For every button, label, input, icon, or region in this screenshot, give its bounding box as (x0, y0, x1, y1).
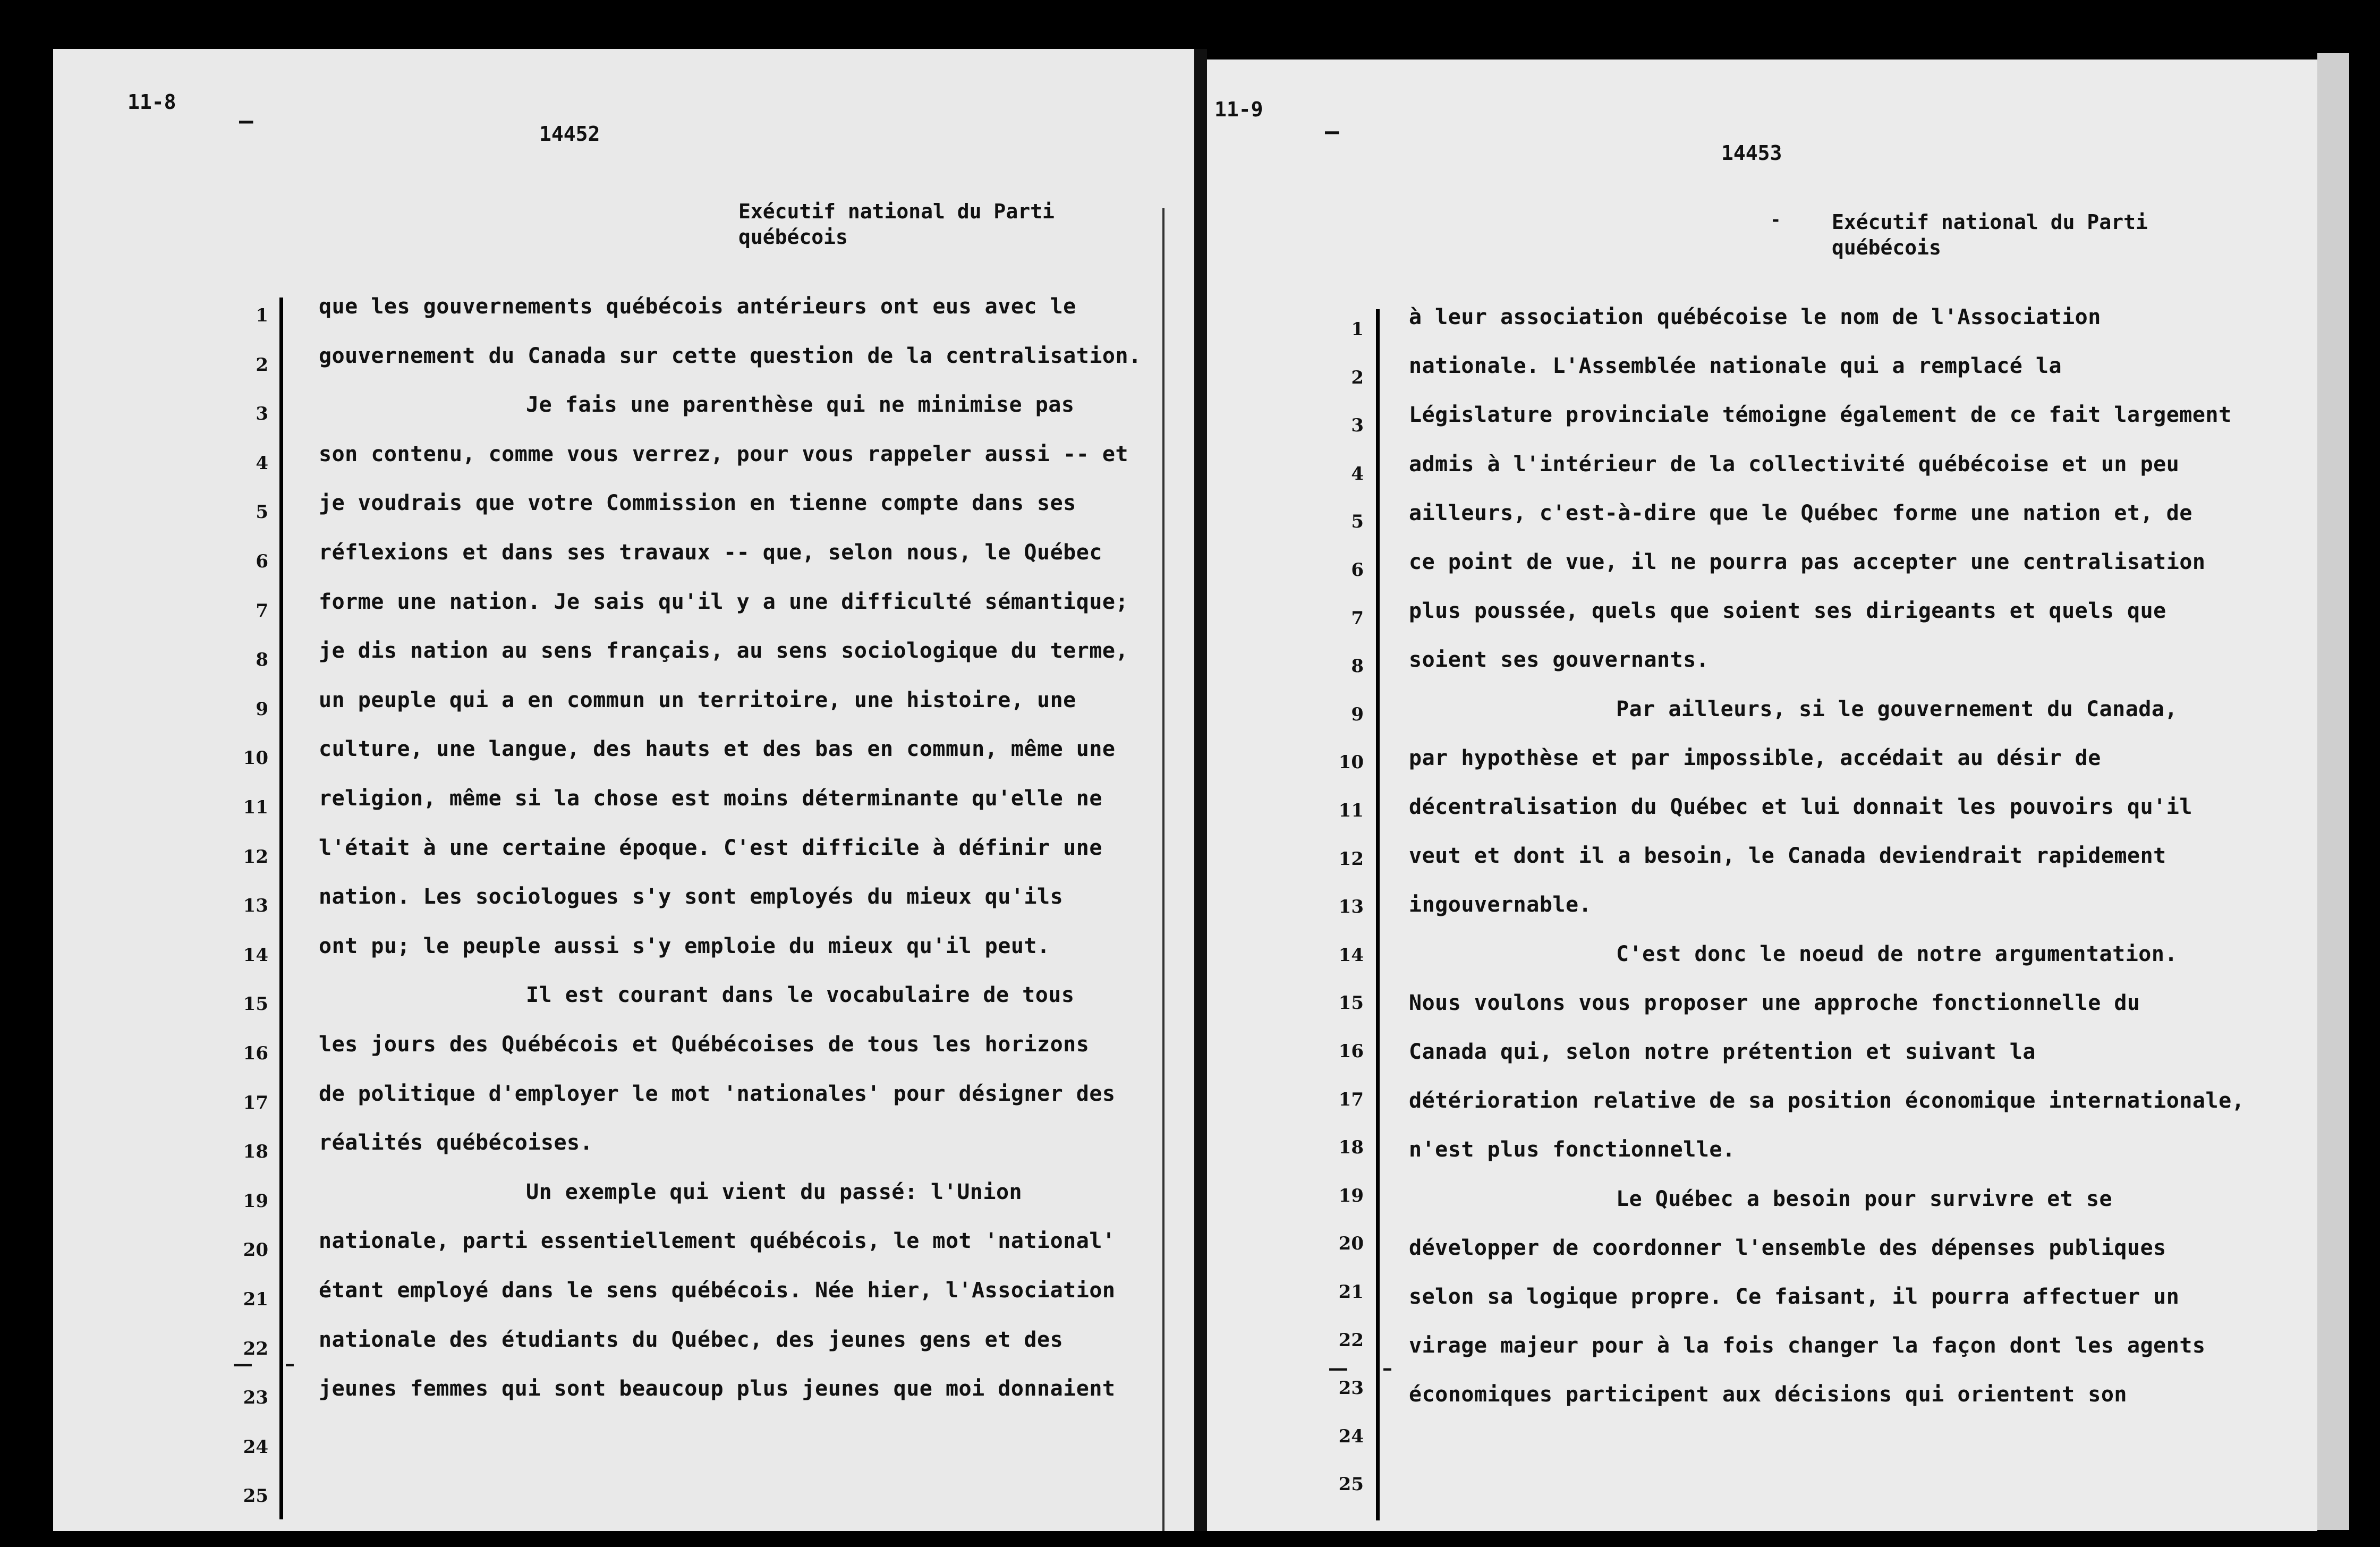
line-number: 24 (243, 1436, 268, 1458)
line-number: 8 (1351, 656, 1364, 677)
transcript-line: ingouvernable. (1409, 892, 1592, 917)
line-number: 13 (243, 895, 268, 917)
transcript-line: culture, une langue, des hauts et des bas en commun, même une (319, 737, 1116, 762)
transcript-line: réalités québécoises. (319, 1130, 593, 1155)
transcript-line: son contenu, comme vous verrez, pour vous rappeler aussi -- et (319, 441, 1129, 466)
line-number: 2 (1351, 367, 1364, 388)
transcript-line: Le Québec a besoin pour survivre et se (1616, 1186, 2113, 1211)
transcript-line: Nous voulons vous proposer une approche fonctionnelle du (1409, 990, 2140, 1015)
transcript-line: gouvernement du Canada sur cette question de la centralisation. (319, 343, 1142, 368)
line-number: 18 (1338, 1137, 1364, 1159)
header-line-2: québécois (738, 225, 848, 249)
line-number: 13 (1338, 896, 1364, 918)
line-number: 16 (1338, 1041, 1364, 1062)
transcript-line: l'était à une certaine époque. C'est difficile à définir une (319, 835, 1102, 860)
line-number: 23 (243, 1387, 268, 1409)
transcript-line: ailleurs, c'est-à-dire que le Québec forme une nation et, de (1409, 500, 2192, 525)
transcript-line: Par ailleurs, si le gouvernement du Canada, (1616, 696, 2178, 721)
line-number: 11 (1338, 800, 1364, 821)
transcript-line: économiques participent aux décisions qui orientent son (1409, 1382, 2128, 1407)
line-number: 15 (1338, 992, 1364, 1014)
transcript-line: plus poussée, quels que soient ses dirigeants et quels que (1409, 599, 2166, 624)
line-number: 4 (256, 452, 268, 474)
transcript-line: Un exemple qui vient du passé: l'Union (526, 1179, 1023, 1204)
page-number: 14452 (539, 122, 600, 146)
transcript-line: nationale. L'Assemblée nationale qui a remplacé la (1409, 354, 2062, 379)
transcript-line: un peuple qui a en commun un territoire, une histoire, une (319, 687, 1076, 712)
line-number: 2 (256, 354, 268, 376)
line-number: 17 (1338, 1089, 1364, 1110)
header-line-1: Exécutif national du Parti (738, 200, 1055, 223)
line-number: 23 (1338, 1378, 1364, 1399)
line-number: 1 (1351, 319, 1364, 340)
line-number: 11 (243, 797, 268, 818)
transcript-line: développer de coordonner l'ensemble des dépenses publiques (1409, 1235, 2166, 1260)
line-number: 10 (243, 747, 268, 769)
line-number: 16 (243, 1043, 268, 1064)
line-number: 12 (243, 846, 268, 868)
transcript-line: C'est donc le noeud de notre argumentation. (1616, 941, 2178, 966)
line-number: 25 (243, 1485, 268, 1507)
line-number: 15 (243, 993, 268, 1015)
line-number: 22 (1338, 1329, 1364, 1351)
transcript-line: je voudrais que votre Commission en tienne compte dans ses (319, 491, 1076, 516)
transcript-page-left (53, 49, 1194, 1531)
transcript-line: Il est courant dans le vocabulaire de tous (526, 983, 1075, 1008)
transcript-line: ce point de vue, il ne pourra pas accepter une centralisation (1409, 550, 2206, 574)
line-number: 14 (243, 944, 268, 966)
transcript-line: veut et dont il a besoin, le Canada deviendrait rapidement (1409, 844, 2166, 869)
transcript-line: les jours des Québécois et Québécoises de tous les horizons (319, 1032, 1090, 1057)
transcript-line: Législature provinciale témoigne également de ce fait largement (1409, 403, 2232, 428)
line-number: 9 (256, 698, 268, 720)
transcript-line: Canada qui, selon notre prétention et suivant la (1409, 1040, 2036, 1064)
line-25-dash: – (285, 1352, 295, 1375)
transcript-line: jeunes femmes qui sont beaucoup plus jeunes que moi donnaient (319, 1376, 1116, 1401)
page-id: 11-8 (128, 90, 176, 114)
line-number: 3 (256, 403, 268, 425)
line-number: 17 (243, 1092, 268, 1114)
page-number: 14453 (1721, 141, 1782, 165)
line-number: 6 (256, 551, 268, 572)
header-line-2: québécois (1832, 236, 1941, 259)
line-number: 20 (1338, 1233, 1364, 1255)
transcript-line: étant employé dans le sens québécois. Née hier, l'Association (319, 1278, 1116, 1303)
transcript-line: religion, même si la chose est moins déterminante qu'elle ne (319, 786, 1102, 811)
transcript-line: Je fais une parenthèse qui ne minimise pas (526, 393, 1075, 418)
line-number: 1 (256, 305, 268, 326)
transcript-line: nationale des étudiants du Québec, des jeunes gens et des (319, 1327, 1064, 1352)
line-number: 14 (1338, 944, 1364, 966)
transcript-line: ont pu; le peuple aussi s'y emploie du mieux qu'il peut. (319, 933, 1050, 958)
transcript-line: nation. Les sociologues s'y sont employés du mieux qu'ils (319, 885, 1064, 910)
transcript-line: selon sa logique propre. Ce faisant, il pourra affectuer un (1409, 1285, 2180, 1309)
line-number: 19 (243, 1190, 268, 1212)
margin-dash: – (1325, 118, 1339, 145)
header-dash: - (1770, 209, 1781, 231)
line-25-marker: — (233, 1352, 253, 1375)
page-id: 11-9 (1214, 98, 1263, 121)
margin-dash: – (239, 107, 253, 134)
transcript-line: de politique d'employer le mot 'nationales' pour désigner des (319, 1081, 1116, 1106)
transcript-line: que les gouvernements québécois antérieurs ont eus avec le (319, 294, 1076, 319)
line-number: 21 (1338, 1281, 1364, 1303)
line-number: 18 (243, 1141, 268, 1163)
line-number: 4 (1351, 463, 1364, 484)
line-number: 22 (243, 1338, 268, 1359)
page-gutter (1194, 49, 1207, 1531)
transcript-page-right (1207, 60, 2317, 1531)
line-number: 24 (1338, 1425, 1364, 1447)
line-25-dash: – (1382, 1356, 1392, 1380)
transcript-line: forme une nation. Je sais qu'il y a une difficulté sémantique; (319, 589, 1129, 614)
line-number: 7 (256, 600, 268, 622)
line-number: 21 (243, 1289, 268, 1310)
line-number: 8 (256, 649, 268, 671)
transcript-line: admis à l'intérieur de la collectivité québécoise et un peu (1409, 452, 2180, 477)
transcript-line: virage majeur pour à la fois changer la façon dont les agents (1409, 1333, 2206, 1358)
line-number: 6 (1351, 559, 1364, 581)
margin-rule (279, 298, 283, 1519)
line-number: 25 (1338, 1474, 1364, 1495)
line-number: 19 (1338, 1185, 1364, 1206)
transcript-line: n'est plus fonctionnelle. (1409, 1137, 1736, 1162)
transcript-line: soient ses gouvernants. (1409, 648, 1710, 673)
transcript-line: décentralisation du Québec et lui donnait les pouvoirs qu'il (1409, 795, 2192, 819)
line-number: 10 (1338, 752, 1364, 774)
transcript-line: à leur association québécoise le nom de l'Association (1409, 305, 2101, 329)
line-number: 3 (1351, 415, 1364, 437)
transcript-line: par hypothèse et par impossible, accédait au désir de (1409, 745, 2101, 770)
line-number: 20 (243, 1239, 268, 1261)
line-number: 5 (1351, 511, 1364, 533)
line-number: 5 (256, 502, 268, 523)
right-margin-rule (1162, 208, 1164, 1531)
page-edge (2317, 53, 2349, 1530)
line-number: 9 (1351, 703, 1364, 725)
transcript-line: nationale, parti essentiellement québécois, le mot 'national' (319, 1229, 1116, 1254)
line-number: 7 (1351, 607, 1364, 629)
line-number: 12 (1338, 848, 1364, 870)
margin-rule (1376, 309, 1380, 1520)
header-line-1: Exécutif national du Parti (1832, 210, 2148, 234)
transcript-line: détérioration relative de sa position économique internationale, (1409, 1089, 2245, 1114)
transcript-line: je dis nation au sens français, au sens sociologique du terme, (319, 639, 1129, 664)
line-25-marker: — (1328, 1356, 1348, 1380)
transcript-line: réflexions et dans ses travaux -- que, selon nous, le Québec (319, 540, 1102, 565)
